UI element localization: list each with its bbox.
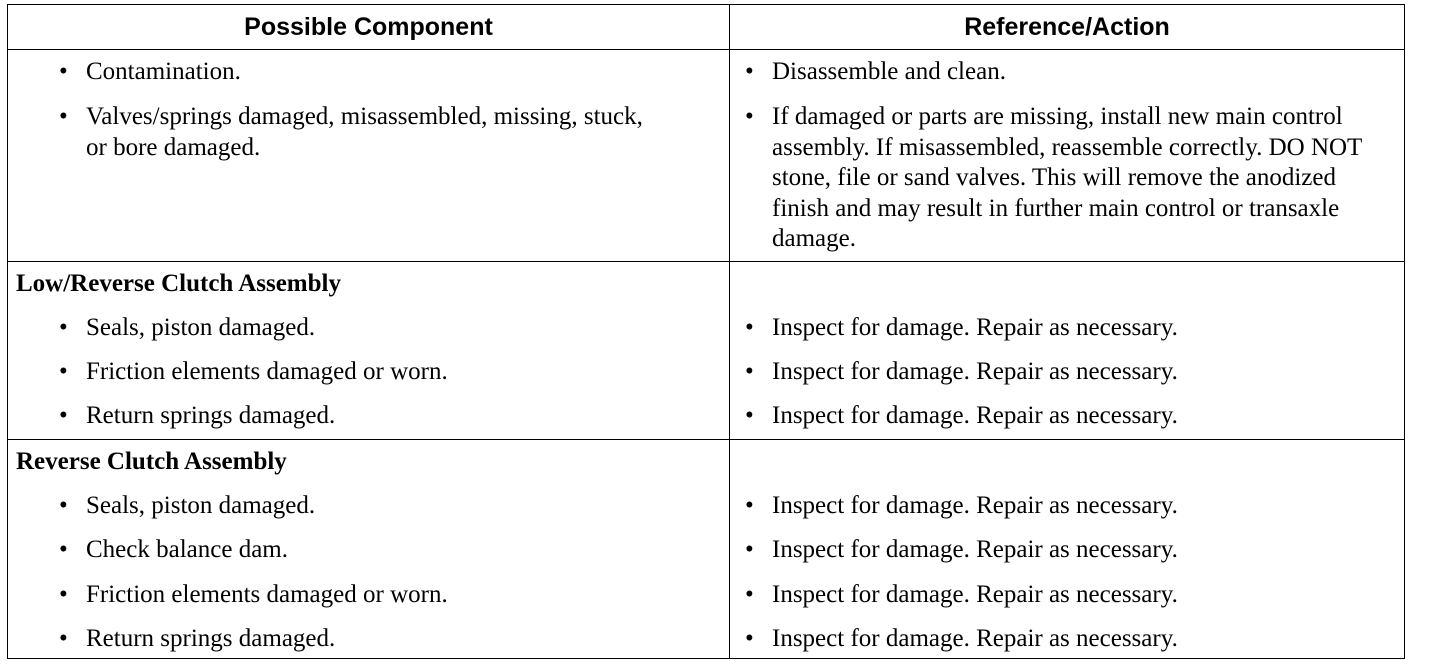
header-possible-component: Possible Component <box>244 13 493 41</box>
bullet: • <box>745 536 754 563</box>
component-cell <box>59 401 669 432</box>
bullet: • <box>59 536 68 563</box>
action-text: Inspect for damage. Repair as necessary. <box>772 492 1178 519</box>
header-reference-action: Reference/Action <box>964 13 1170 41</box>
bullet: • <box>745 581 754 608</box>
diagnosis-table <box>7 4 1405 659</box>
bullet: • <box>59 625 68 652</box>
component-cell <box>59 491 669 522</box>
section-divider <box>8 439 1404 440</box>
bullet: • <box>59 581 68 608</box>
action-text: Inspect for damage. Repair as necessary. <box>772 536 1178 563</box>
component-text: Contamination. <box>86 58 241 85</box>
header-divider <box>8 49 1404 50</box>
bullet: • <box>745 625 754 652</box>
action-cell <box>745 102 1365 255</box>
component-cell <box>59 357 669 388</box>
column-divider <box>729 5 730 658</box>
bullet: • <box>59 358 68 385</box>
action-text: Inspect for damage. Repair as necessary. <box>772 402 1178 429</box>
component-cell <box>59 313 669 344</box>
action-cell <box>745 491 1365 522</box>
action-cell <box>745 624 1365 655</box>
action-text: Disassemble and clean. <box>772 58 1006 85</box>
component-text: Check balance dam. <box>86 536 288 563</box>
component-text: Return springs damaged. <box>86 402 336 429</box>
action-text: Inspect for damage. Repair as necessary. <box>772 581 1178 608</box>
bullet: • <box>745 492 754 519</box>
action-text: If damaged or parts are missing, install new main control assembly. If misassembled, reassemble correctly. DO NOT stone, file or sand valves. This will remove the anodized finish and may result in further main control or transaxle damage. <box>772 103 1362 252</box>
component-text: Return springs damaged. <box>86 625 336 652</box>
action-cell <box>745 357 1365 388</box>
component-cell <box>59 535 669 566</box>
bullet: • <box>745 358 754 385</box>
component-text: Friction elements damaged or worn. <box>86 358 448 385</box>
bullet: • <box>59 103 68 130</box>
bullet: • <box>59 314 68 341</box>
bullet: • <box>745 58 754 85</box>
section-divider <box>8 261 1404 262</box>
bullet: • <box>745 314 754 341</box>
bullet: • <box>745 402 754 429</box>
action-cell <box>745 401 1365 432</box>
section-title: Reverse Clutch Assembly <box>16 448 287 475</box>
component-cell <box>59 624 669 655</box>
component-cell <box>59 102 669 163</box>
action-text: Inspect for damage. Repair as necessary. <box>772 358 1178 385</box>
action-text: Inspect for damage. Repair as necessary. <box>772 625 1178 652</box>
action-cell <box>745 580 1365 611</box>
bullet: • <box>745 103 754 130</box>
section-title: Low/Reverse Clutch Assembly <box>16 270 341 297</box>
component-cell <box>59 580 669 611</box>
component-text: Valves/springs damaged, misassembled, missing, stuck, or bore damaged. <box>86 103 643 161</box>
component-text: Seals, piston damaged. <box>86 314 316 341</box>
action-cell <box>745 535 1365 566</box>
action-text: Inspect for damage. Repair as necessary. <box>772 314 1178 341</box>
bullet: • <box>59 58 68 85</box>
component-text: Seals, piston damaged. <box>86 492 316 519</box>
component-text: Friction elements damaged or worn. <box>86 581 448 608</box>
bullet: • <box>59 492 68 519</box>
action-cell <box>745 313 1365 344</box>
action-cell <box>745 57 1365 88</box>
bullet: • <box>59 402 68 429</box>
component-cell <box>59 57 669 88</box>
